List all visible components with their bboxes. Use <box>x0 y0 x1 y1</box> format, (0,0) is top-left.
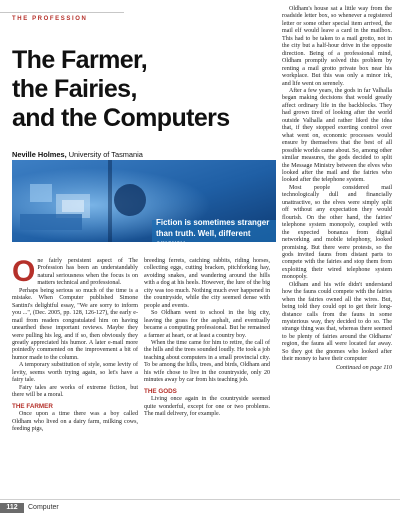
paragraph: Most people considered mail technologically dull and financially unattractive, so the elves were simply split off without any expectation they would flourish. On the other hand, the fairies' telephone system monopoly, coupled with the expected bonanza from digital networking and mobile telephony, looked promising. But there were protests, so the gods invited fauns from distant parts to compete with the fairies and stop them from exploiting their wired telephone system monopoly. <box>282 184 392 281</box>
paragraph: After a few years, the gods in far Valhalla began making decisions that would greatly affect ordinary life in the backblocks. They had grown tired of looking after the world outside Valhalla and rather liked the idea that, if they stopped exerting control over what went on, economic processes would ensure by themselves that the best of all possible worlds came about. So, among other similar measures, the gods decided to split the Message Ministry between the elves who looked after the mail and the fairies who looked after the telephone system. <box>282 87 392 184</box>
text-column-2 <box>144 258 270 419</box>
pull-quote: Fiction is sometimes stranger than truth. Well, different anyway. <box>156 218 270 248</box>
paragraph: Living once again in the countryside seemed quite wonderful, except for one or two problems. The mail delivery, for example. <box>144 396 270 418</box>
author-name: Neville Holmes, <box>12 150 67 159</box>
magazine-name: Computer <box>28 504 59 511</box>
section-heading-gods: THE GODS <box>144 387 177 395</box>
paragraph-text: ne fairly persistent aspect of The Profession has been an understandably natural seriousness when the focus is on matters technical and professional. <box>37 258 138 287</box>
paragraph: breeding ferrets, catching rabbits, riding horses, collecting eggs, cutting bracken, pitchforking hay, avoiding snakes, and wandering around the hills with a dog at his heels. However, the lure of the big city was too much. Nothing much ever happened in the countryside, while the city seemed dense with people and events. <box>144 258 270 309</box>
author-affiliation: University of Tasmania <box>66 150 143 159</box>
paragraph: Once upon a time there was a boy called Oldham who lived on a dairy farm, milking cows, feeding pigs, <box>12 411 138 432</box>
text-column-1 <box>12 255 138 433</box>
title-line-2: the Fairies, <box>12 75 137 103</box>
section-label-bar <box>0 12 124 13</box>
paragraph: So Oldham went to school in the big city, leaving the grass for the asphalt, and eventually became a computing professional. But he remained a farmer at heart, or at least a country boy. <box>144 310 270 339</box>
paragraph: Perhaps being serious so much of the time is a mistake. When Computer published Simone Santini's delightful essay, "We are sorry to inform you ...", (Dec. 2005, pp. 128, 126-127), the early e-mail from readers congratulated him on having unearthed these important reviews. Maybe they were pulling his leg, and if so, then obviously they greatly appreciated his humor. A later e-mail more pointedly commented on the improvement a bit of humor made to the column. <box>12 287 138 361</box>
article-photo <box>12 160 276 248</box>
paragraph: Oldham's house sat a little way from the roadside letter box, so whenever a registered letter or some other special item arrived, the mail elf would leave a card in the mailbox. This had to be taken to a mail grotto, not in the city but a half-hour drive in the opposite direction. Being of a professional mind, Oldham promptly solved this problem by renting a mail grotto private box near his workplace. But this was only a minor irk, and life went on serenely. <box>282 6 392 87</box>
page-number: 112 <box>6 504 18 511</box>
section-label: THE PROFESSION <box>12 16 88 22</box>
title-line-3: and the Computers <box>12 104 230 132</box>
text-column-3 <box>282 6 392 372</box>
footer-rule <box>0 499 400 500</box>
paragraph <box>12 255 138 288</box>
title-line-1: The Farmer, <box>12 46 148 74</box>
byline <box>12 150 143 159</box>
paragraph: When the time came for him to retire, the call of the hills and the trees sounded loudly. He took a job teaching about computers in a small provincial city. To be among the hills, trees, and birds, Oldham and his wife chose to live in the countryside, only 20 minutes away by car from his teaching job. <box>144 339 270 384</box>
continued-note: Continued on page 110 <box>335 364 392 371</box>
article-title <box>12 46 242 133</box>
paragraph: Oldham and his wife didn't understand how the fauns could compete with the fairies when the fairies owned all the wires. But, being told they could opt to get their long-distance calls from the fauns in some mysterious way, they decided to do so. The strange thing was that, whereas there seemed to be plenty of fairies around the Oldhams' region, the fauns all were located far away. So they got the gnomes who looked after their money to have their computer <box>282 281 392 363</box>
section-heading-farmer: THE FARMER <box>12 402 53 410</box>
drop-cap: O <box>12 255 36 288</box>
paragraph: A temporary substitution of style, some levity of levity, seems worth trying again, so let's have a fairy tale. <box>12 362 138 384</box>
paragraph: Fairy tales are works of extreme fiction, but there will be a moral. <box>12 384 138 399</box>
